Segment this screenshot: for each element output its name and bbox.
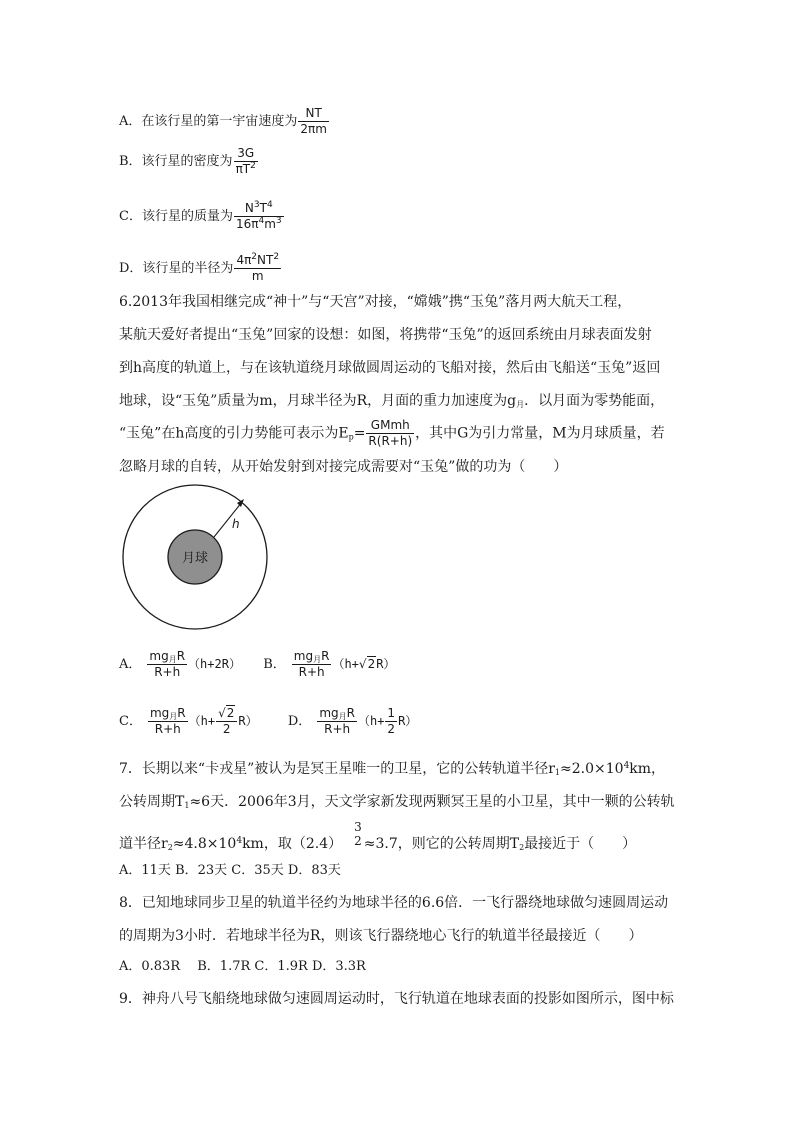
q7-line-2-text: 公转周期T (119, 794, 185, 810)
fraction-numerator: NT (298, 106, 329, 122)
fraction-numerator (216, 706, 237, 722)
q7-line-1-unit: km， (629, 761, 666, 777)
fraction-denominator: m (251, 269, 264, 283)
exponent: 3 (275, 216, 282, 226)
q5-option-c (119, 201, 285, 232)
q6-option-c-fraction (148, 706, 188, 737)
q6-option-c-tail: （h+ (188, 714, 216, 728)
q5-option-b (119, 146, 259, 177)
q7-line-1-value: ≈2.0×10 (560, 761, 624, 777)
potential-energy-fraction (366, 418, 414, 449)
fraction-numerator: GMmh (366, 418, 414, 434)
fraction-numerator (292, 649, 332, 665)
q6-options-row-1 (119, 649, 395, 680)
power-denominator: 2 (354, 834, 362, 848)
q8-line-2: 的周期为3小时．若地球半径为R，则该飞行器绕地心飞行的轨道半径最接近（ ） (119, 928, 643, 944)
fraction-denominator: 2πm (300, 122, 327, 136)
radicand: 2 (367, 657, 376, 671)
power-fraction (354, 820, 362, 848)
q7-line-3-value: ≈4.8×10 (172, 836, 237, 852)
q6-line-1: 6.2013年我国相继完成“神十”与“天宫”对接，“嫦娥”携“玉兔”落月两大航天工程， (119, 294, 632, 310)
q7-line-3-approx: ≈3.7，则它的公转周期T (363, 836, 520, 852)
numerator-part: R (177, 706, 186, 720)
subscript: 2 (167, 843, 173, 852)
fraction-denominator: R+h (298, 665, 325, 679)
fraction-denominator: R+h (324, 722, 351, 736)
fraction-denominator (234, 217, 284, 232)
q7-line-3-tail: 最接近于（ ） (524, 836, 637, 852)
q7-options: A．11天 B．23天 C．35天 D．83天 (119, 863, 341, 878)
q7-line-3 (119, 820, 637, 858)
exponent: 4 (258, 216, 265, 226)
equals-sign: = (353, 425, 366, 442)
q6-line-4-tail: ．以月面为零势能面， (524, 393, 665, 409)
denominator-base: πT (235, 162, 251, 176)
fraction-denominator: R(R+h) (368, 434, 413, 448)
q6-option-d-tail-end: R） (398, 714, 418, 728)
q6-line-2: 某航天爱好者提出“玉兔”回家的设想：如图，将携带“玉兔”的返回系统由月球表面发射 (119, 327, 652, 343)
q6-line-3: 到h高度的轨道上，与在该轨道绕月球做圆周运动的飞船对接，然后由飞船送“玉兔”返回 (119, 360, 661, 376)
fraction-denominator (234, 162, 258, 177)
numerator-part: mg (149, 706, 170, 720)
denominator-part: 16π (235, 217, 259, 231)
fraction-numerator (234, 201, 284, 217)
moon-label: 月球 (181, 551, 209, 566)
q5-option-d-text: D．该行星的半径为 (119, 261, 234, 276)
q6-option-c-inner-fraction (216, 706, 237, 737)
q9-line-1: 9．神舟八号飞船绕地球做匀速圆周运动时，飞行轨道在地球表面的投影如图所示，图中标 (119, 991, 674, 1007)
q8-options: A．0.83R B．1.7R C．1.9R D．3.3R (119, 959, 366, 974)
q5-option-c-text: C．该行星的质量为 (119, 209, 233, 224)
subscript: 月 (313, 655, 322, 664)
q6-line-5-tail: ，其中G为引力常量，M为月球质量，若 (415, 425, 665, 442)
subscript: 月 (169, 712, 178, 721)
q8-line-1: 8．已知地球同步卫星的轨道半径约为地球半径的6.6倍．一飞行器绕地球做匀速圆周运动 (119, 895, 669, 911)
numerator-part: 4π (236, 253, 252, 267)
subscript: 月 (168, 655, 177, 664)
q5-option-a (119, 106, 330, 137)
fraction-numerator (147, 649, 187, 665)
q7-line-3-text: 道半径r (119, 836, 168, 852)
subscript: 2 (519, 843, 525, 852)
q6-option-b-tail-end: R） (376, 657, 396, 671)
fraction-numerator (234, 253, 281, 269)
q6-option-b-label: B． (263, 657, 286, 672)
q6-line-5 (119, 418, 665, 449)
sqrt-symbol: √2 (218, 706, 235, 720)
numerator-part: T (259, 201, 267, 215)
fraction-numerator (317, 706, 357, 722)
q7-line-2 (119, 793, 675, 811)
denominator-part: m (264, 217, 276, 231)
numerator-part: R (176, 649, 186, 663)
fraction-denominator: R+h (154, 665, 181, 679)
subscript: 1 (554, 768, 561, 777)
q7-line-1-text: 7．长期以来“卡戎星”被认为是冥王星唯一的卫星，它的公转轨道半径r (119, 761, 555, 777)
q6-option-d-inner-fraction (385, 706, 397, 737)
subscript: 月 (338, 712, 347, 721)
q6-options-row-2 (119, 706, 417, 737)
q6-line-4-text: 地球，设“玉兔”质量为m，月球半径为R，月面的重力加速度为g (119, 393, 517, 409)
numerator-part: mg (149, 649, 169, 663)
q5-option-b-fraction (234, 146, 258, 177)
numerator-part: NT (257, 253, 274, 267)
q6-option-b-fraction (292, 649, 332, 680)
subscript: 月 (516, 400, 525, 409)
q6-line-4 (119, 392, 664, 410)
q7-line-2-tail: ≈6天．2006年3月，天文学家新发现两颗冥王星的小卫星，其中一颗的公转轨 (189, 794, 675, 810)
q7-line-3-take: km，取（2.4） (242, 836, 343, 852)
q5-option-d (119, 253, 282, 284)
q6-option-c-label: C． (119, 714, 142, 729)
fraction-numerator (148, 706, 188, 722)
numerator-part: R (346, 706, 355, 720)
exponent: 4 (236, 836, 243, 846)
q6-option-a-fraction (147, 649, 187, 680)
q6-option-d-tail: （h+ (357, 714, 385, 728)
q6-option-a-label: A． (119, 657, 142, 672)
fraction-denominator: R+h (154, 722, 181, 736)
q5-option-c-fraction (234, 201, 284, 232)
exponent: 4 (623, 761, 630, 771)
exponent: 2 (251, 252, 258, 262)
q6-option-d-fraction (317, 706, 357, 737)
subscript: 1 (184, 801, 190, 810)
exponent: 2 (250, 161, 256, 171)
fraction-denominator: 2 (387, 722, 396, 736)
q6-line-6: 忽略月球的自转，从开始发射到对接完成需要对“玉兔”做的功为（ ） (119, 459, 568, 475)
q6-option-c-tail-end: R） (238, 714, 258, 728)
fraction-numerator: 1 (387, 706, 396, 720)
q5-option-b-text: B．该行星的密度为 (119, 154, 233, 169)
sqrt-symbol: √2 (358, 657, 376, 671)
numerator-part: N (244, 201, 254, 215)
q7-line-1 (119, 760, 665, 778)
q5-option-a-text: A．在该行星的第一宇宙速度为 (119, 114, 298, 129)
q5-option-d-fraction (234, 253, 281, 284)
subscript: p (348, 432, 354, 442)
exponent: 3 (253, 200, 260, 210)
numerator-part: mg (319, 706, 339, 720)
h-label: h (232, 517, 240, 531)
exponent: 4 (266, 200, 273, 210)
q6-line-5-text: “玉兔”在h高度的引力势能可表示为E (119, 425, 349, 442)
numerator-part: R (321, 649, 330, 663)
q6-option-d-label: D． (287, 714, 312, 729)
power-numerator: 3 (354, 820, 362, 834)
exponent: 2 (273, 252, 280, 262)
numerator-part: mg (293, 649, 314, 663)
fraction-numerator: 3G (234, 146, 258, 162)
radicand: 2 (226, 706, 235, 720)
orbit-diagram (118, 480, 273, 635)
q6-option-a-tail: （h+2R） (188, 657, 241, 671)
q6-option-b-tail: （h+ (332, 657, 359, 671)
q5-option-a-fraction (298, 106, 329, 137)
fraction-denominator: 2 (222, 722, 231, 736)
